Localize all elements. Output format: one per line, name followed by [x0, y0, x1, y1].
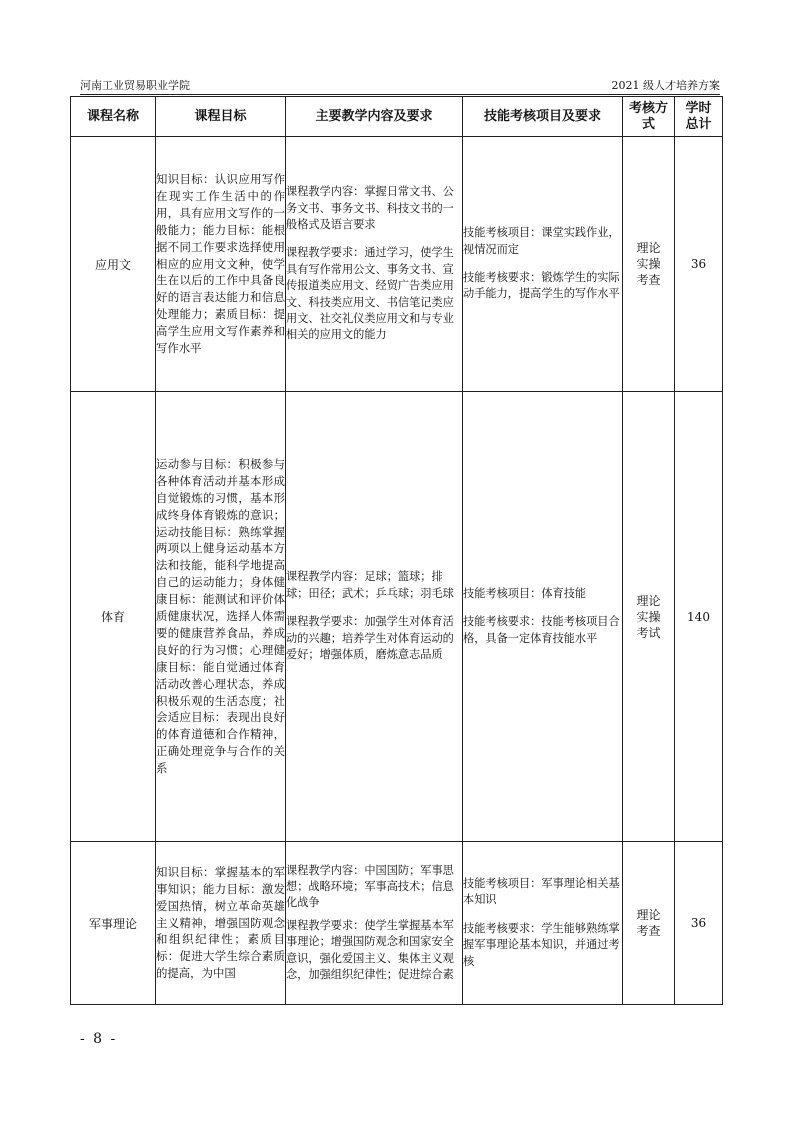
course-name: 应用文: [71, 137, 156, 392]
skill-requirement: 技能考核要求：锻炼学生的实际动手能力，提高学生的写作水平: [463, 271, 620, 301]
header-document-title: 2021 级人才培养方案: [611, 79, 720, 92]
course-name: 体育: [71, 392, 156, 842]
total-hours: 36: [675, 842, 723, 1005]
teaching-requirement: 课程教学要求：使学生掌握基本军事理论；增强国防观念和国家安全意识，强化爱国主义、集体主义观念，加强组织纪律性；促进综合素: [286, 918, 454, 982]
skill-assessment-cell: [463, 392, 623, 842]
assessment-method: 理论实操考查: [623, 137, 675, 392]
total-hours: 140: [675, 392, 723, 842]
teaching-content: 课程教学内容：足球；篮球；排球；田径；武术；乒乓球；羽毛球: [286, 570, 454, 600]
skill-item: 技能考核项目：体育技能: [463, 586, 587, 600]
total-hours: 36: [675, 137, 723, 392]
table-row: [71, 392, 723, 842]
course-goal: 知识目标：掌握基本的军事知识；能力目标：激发爱国热情，树立革命英雄主义精神，增强国防观念和组织纪律性；素质目标：促进大学生综合素质的提高，为中国: [156, 842, 286, 1005]
skill-assessment-cell: [463, 137, 623, 392]
column-header-skill-assessment: 技能考核项目及要求: [463, 97, 623, 137]
header-institution: 河南工业贸易职业学院: [80, 79, 190, 92]
column-header-total-hours: 学时总计: [675, 97, 723, 137]
teaching-content: 课程教学内容：掌握日常文书、公务文书、事务文书、科技文书的一般格式及语言要求: [286, 185, 454, 231]
column-header-course-goal: 课程目标: [156, 97, 286, 137]
skill-requirement: 技能考核要求：学生能够熟练掌握军事理论基本知识，并通过考核: [463, 921, 620, 968]
teaching-requirement: 课程教学要求：加强学生对体育活动的兴趣；培养学生对体育运动的爱好；增强体质，磨炼意志品质: [286, 615, 454, 662]
table-row: [71, 137, 723, 392]
teaching-content-cell: [286, 392, 463, 842]
teaching-content-cell: [286, 842, 463, 1005]
course-table: [70, 96, 723, 1005]
column-header-course-name: 课程名称: [71, 97, 156, 137]
course-goal: 运动参与目标：积极参与各种体育活动并基本形成自觉锻炼的习惯，基本形成终身体育锻炼的意识；运动技能目标：熟练掌握两项以上健身运动基本方法和技能，能科学地提高自己的运动能力；身体健康目标：能测试和评价体质健康状况，选择人体需要的健康营养食品，养成良好的行为习惯；心理健康目标：能自觉通过体育活动改善心理状态，养成积极乐观的生活态度；社会适应目标：表现出良好的体育道德和合作精神，正确处理竞争与合作的关系: [156, 392, 286, 842]
column-header-assessment-method: 考核方式: [623, 97, 675, 137]
page-number: - 8 -: [80, 1031, 118, 1047]
skill-requirement: 技能考核要求：技能考核项目合格，具备一定体育技能水平: [463, 615, 620, 645]
table-row: [71, 842, 723, 1005]
teaching-content-cell: [286, 137, 463, 392]
teaching-requirement: 课程教学要求：通过学习，使学生具有写作常用公文、事务文书、宣传报道类应用文、经贸广告类应用文、科技类应用文、书信笔记类应用文、社交礼仪类应用文和与专业相关的应用文的能力: [286, 246, 454, 342]
course-name: 军事理论: [71, 842, 156, 1005]
table-header-row: [71, 97, 723, 137]
course-goal: 知识目标：认识应用写作在现实工作生活中的作用，具有应用文写作的一般能力；能力目标：能根据不同工作要求选择使用相应的应用文文种，使学生在以后的工作中具备良好的语言表达能力和信息处理能力；素质目标：提高学生应用文写作素养和写作水平: [156, 137, 286, 392]
column-header-teaching-content: 主要教学内容及要求: [286, 97, 463, 137]
skill-item: 技能考核项目：军事理论相关基本知识: [463, 876, 620, 907]
teaching-content: 课程教学内容：中国国防；军事思想；战略环境；军事高技术；信息化战争: [286, 863, 454, 910]
skill-item: 技能考核项目：课堂实践作业，视情况而定: [463, 226, 620, 256]
skill-assessment-cell: [463, 842, 623, 1005]
assessment-method: 理论实操考试: [623, 392, 675, 842]
page-header: [80, 77, 720, 95]
assessment-method: 理论考查: [623, 842, 675, 1005]
